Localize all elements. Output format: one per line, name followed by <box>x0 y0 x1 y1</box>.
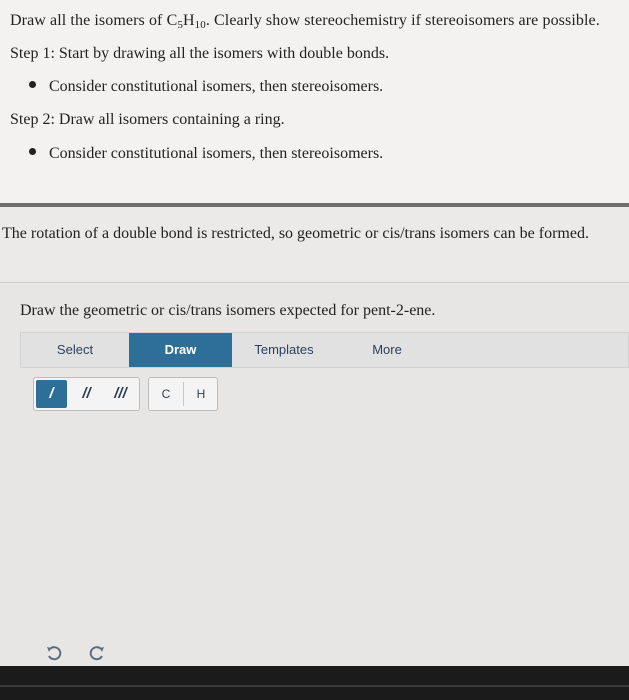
hydrogen-atom-button[interactable]: H <box>196 387 206 401</box>
question-section <box>0 0 629 203</box>
tab-more[interactable]: More <box>372 342 402 357</box>
undo-button[interactable] <box>44 643 64 663</box>
tab-templates[interactable]: Templates <box>254 342 314 357</box>
bullet-dot-icon <box>29 81 36 88</box>
rotation-note-band <box>0 207 629 280</box>
double-bond-button[interactable]: // <box>82 385 91 402</box>
single-bond-button[interactable]: / <box>36 380 67 408</box>
question-title: Draw all the isomers of $C_5H_{10}$. Clearly show stereochemistry if stereoisomers are possible. <box>10 12 600 31</box>
redo-icon <box>87 643 107 663</box>
tab-select[interactable]: Select <box>56 342 94 357</box>
rotation-note: The rotation of a double bond is restricted, so geometric or cis/trans isomers can be formed. <box>2 225 589 242</box>
bond-tool-group <box>33 377 140 411</box>
carbon-atom-button[interactable]: C <box>161 387 171 401</box>
redo-button[interactable] <box>87 643 107 663</box>
bullet-dot-icon <box>29 148 36 155</box>
bottom-bar-line <box>0 685 629 687</box>
step-2-text: Step 2: Draw all isomers containing a ring. <box>10 111 285 128</box>
drawing-toolbar-tabs <box>20 332 629 368</box>
step-2-bullet: Consider constitutional isomers, then stereoisomers. <box>29 145 383 163</box>
panel-prompt: Draw the geometric or cis/trans isomers expected for pent-2-ene. <box>20 302 436 319</box>
triple-bond-button[interactable]: /// <box>114 385 127 402</box>
step-1-bullet: Consider constitutional isomers, then stereoisomers. <box>29 78 383 96</box>
atom-tool-group <box>148 377 218 411</box>
tab-draw[interactable]: Draw <box>129 333 232 367</box>
bottom-bar <box>0 666 629 700</box>
undo-icon <box>44 643 64 663</box>
step-1-text: Step 1: Start by drawing all the isomers with double bonds. <box>10 45 390 62</box>
